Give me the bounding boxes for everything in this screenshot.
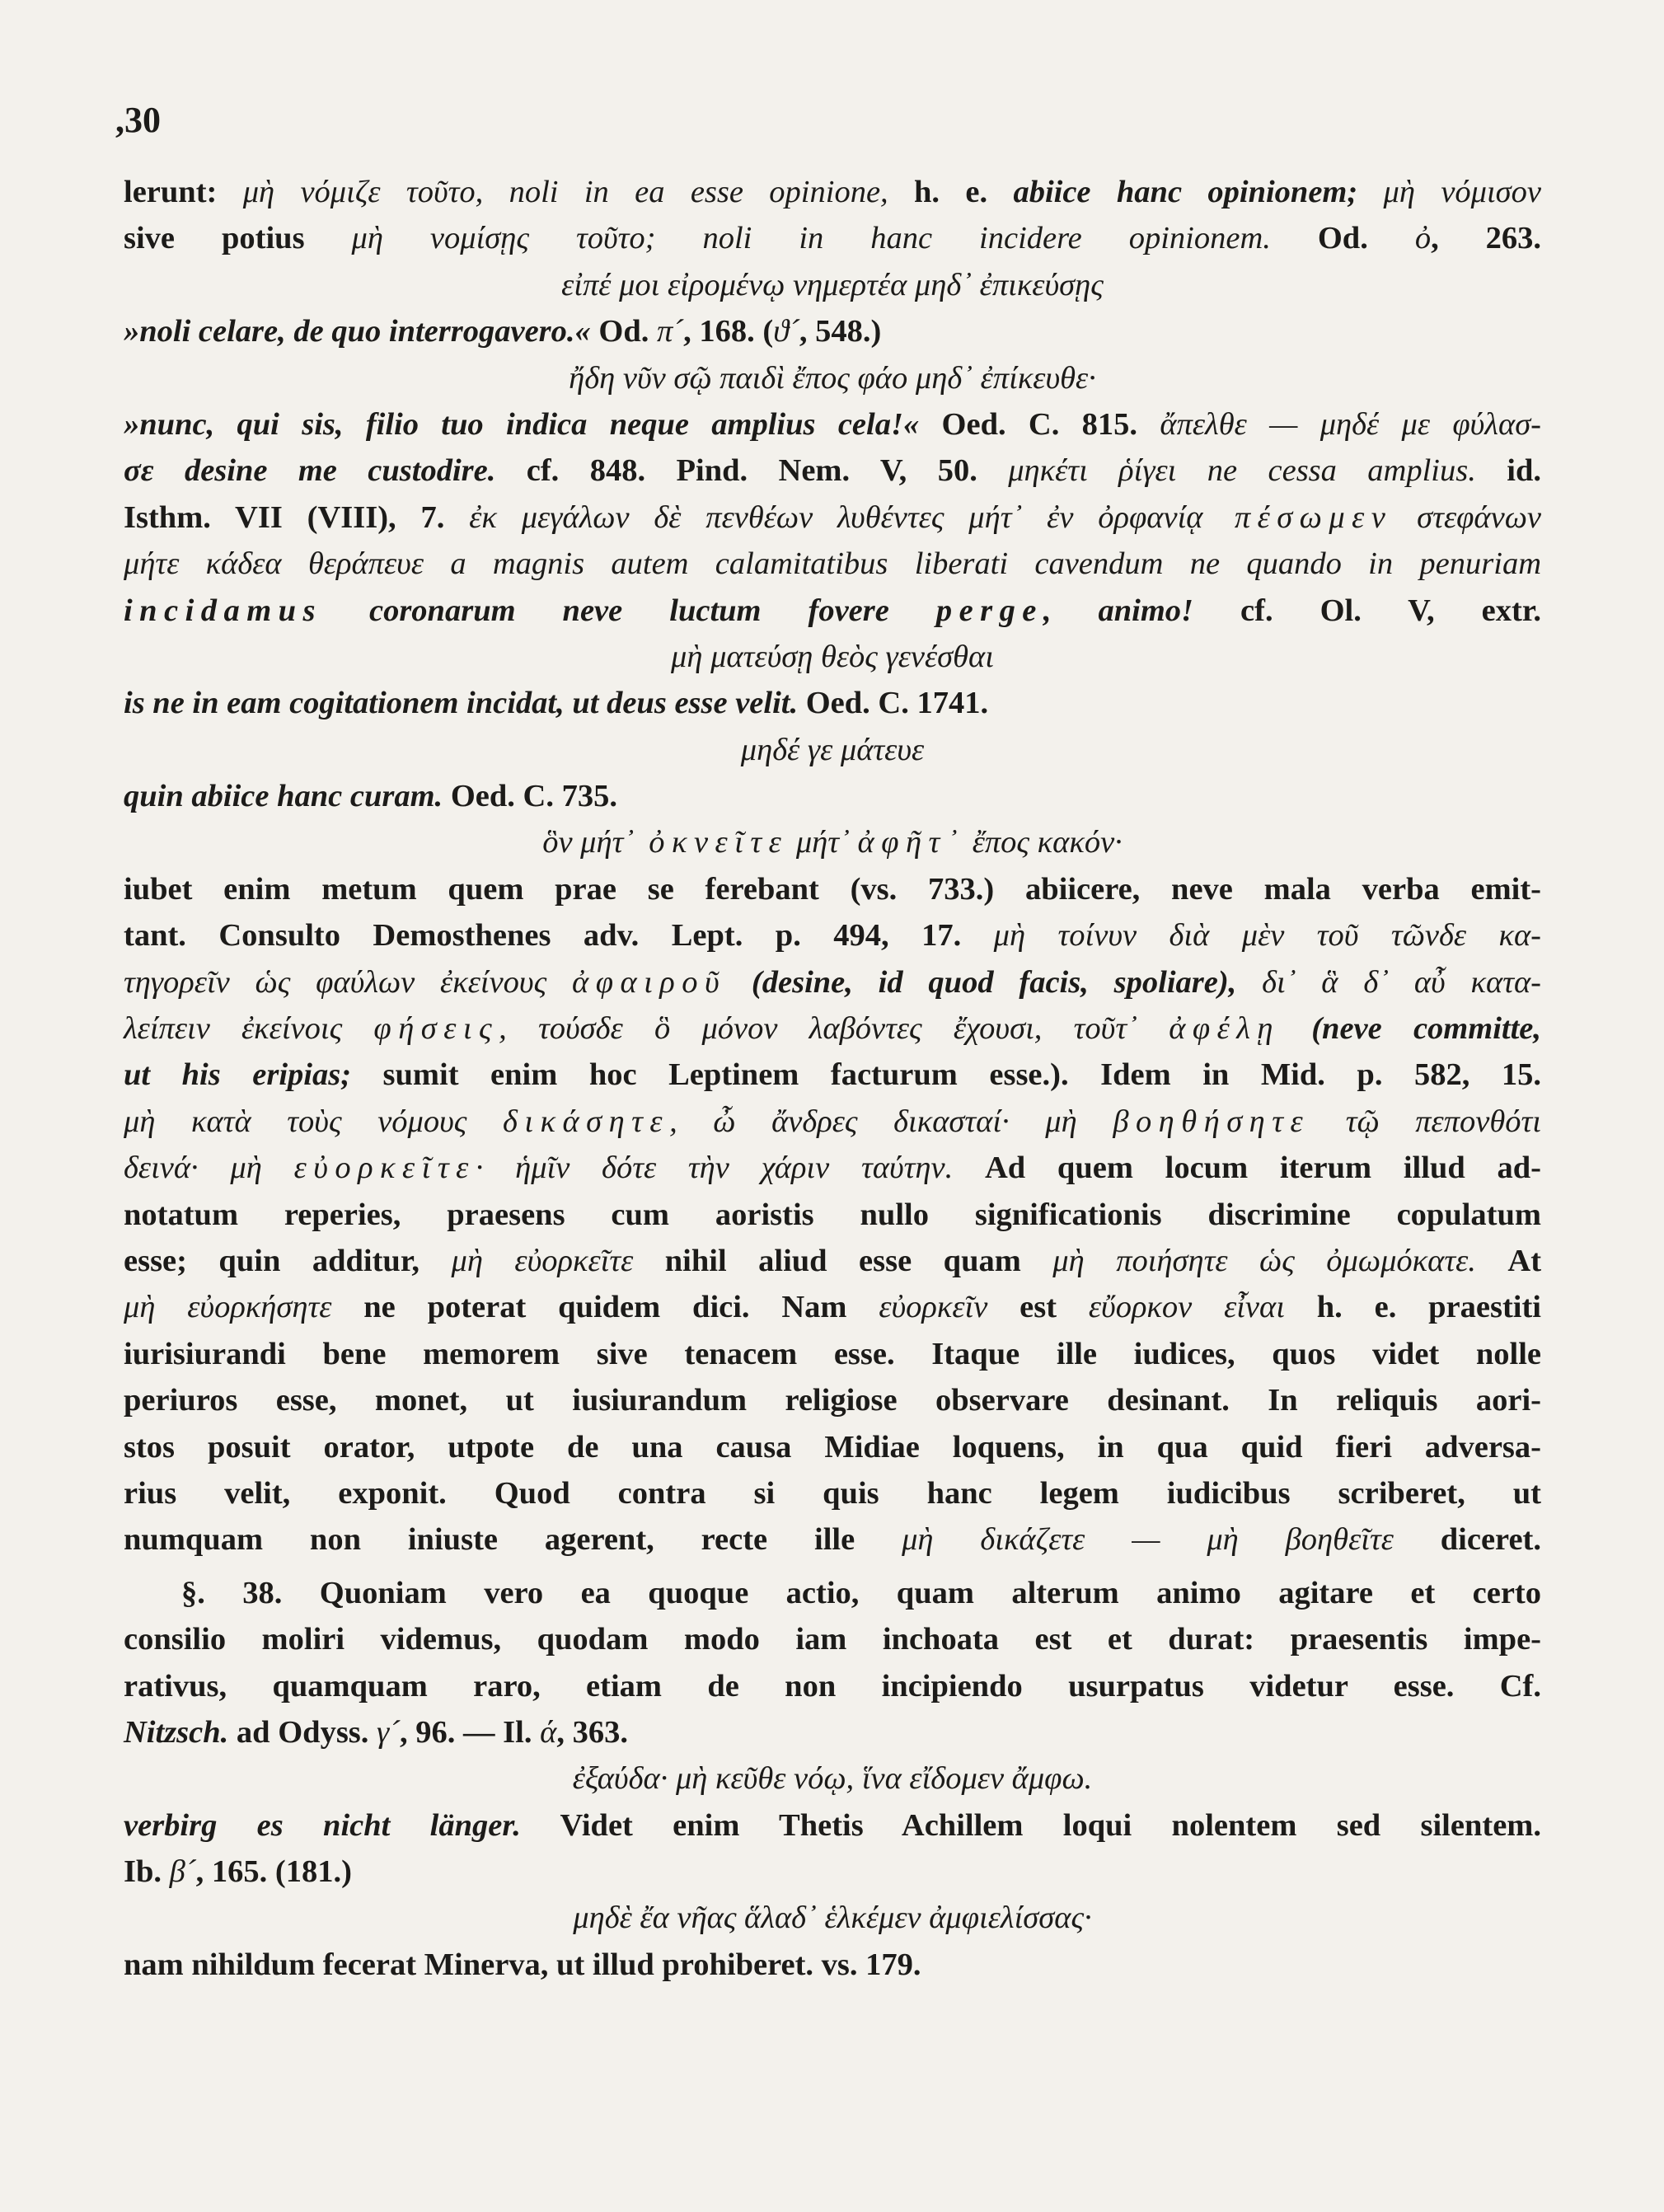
text-line — [124, 680, 1541, 726]
text-run: ὃν μήτ᾽ — [542, 825, 635, 860]
text-run: τηγορεῖν ὡς φαύλων ἐκείνους — [124, 964, 573, 1000]
text-line — [124, 588, 1541, 634]
text-run: δικάσητε — [503, 1104, 670, 1139]
text-run: rius velit, exponit. Quod contra si quis hanc legem iudicibus scriberet, ut — [124, 1475, 1541, 1511]
text-run: μὴ ματεύσῃ θεὸς γενέσθαι — [671, 639, 994, 674]
text-run: εὐορκεῖν — [879, 1290, 988, 1325]
text-line — [124, 634, 1541, 680]
text-run: Od. — [590, 314, 658, 349]
text-run: ad Odyss. — [228, 1714, 377, 1750]
page-number: ,30 — [115, 100, 161, 140]
text-line — [124, 959, 1541, 1005]
text-run: μὴ εὐορκεῖτε — [451, 1243, 634, 1278]
text-run: μὴ νομίσῃς τοῦτο; noli in hanc incidere opinionem. — [351, 221, 1271, 256]
text-run: ἐκ μεγάλων δὲ πενθέων λυθέντες μήτ᾽ ἐν ὀρφανίᾳ — [469, 499, 1203, 535]
text-run: π´ — [657, 314, 684, 349]
text-line — [124, 1470, 1541, 1516]
text-run: Oed. C. 1741. — [798, 686, 989, 721]
text-line — [124, 819, 1541, 865]
text-line — [124, 401, 1541, 448]
text-line — [124, 1377, 1541, 1423]
text-line — [124, 1516, 1541, 1563]
text-run: verbirg es nicht länger. — [124, 1807, 521, 1843]
text-run: λείπειν ἐκείνοις — [124, 1011, 374, 1047]
text-run: nam nihildum fecerat Minerva, ut illud prohiberet. vs. 179. — [124, 1947, 921, 1982]
text-run: , 263. — [1431, 221, 1542, 256]
text-run: diceret. — [1393, 1522, 1541, 1558]
text-run: μὴ νόμιζε τοῦτο, noli in ea esse opinione, — [242, 175, 888, 209]
text-run: γ´ — [377, 1714, 401, 1750]
text-line — [124, 912, 1541, 958]
text-line — [124, 1755, 1541, 1802]
text-line — [124, 1145, 1541, 1191]
text-run: est — [987, 1290, 1089, 1325]
text-line — [124, 215, 1541, 261]
text-line — [124, 866, 1541, 912]
text-run: abiice hanc opinionem; — [1013, 175, 1384, 209]
text-run: is ne in eam cogitationem incidat, ut deus esse velit. — [124, 686, 799, 721]
text-run: , 165. (181.) — [195, 1854, 352, 1890]
text-run: Videt enim Thetis Achillem loqui nolentem sed silentem. — [520, 1807, 1541, 1843]
text-run: lerunt: — [124, 175, 243, 209]
text-run: Od. — [1270, 221, 1415, 256]
text-run: , τούσδε ὃ μόνον λαβόντες ἔχουσι, τοῦτ᾽ — [499, 1011, 1169, 1047]
text-run: h. e. — [888, 175, 1014, 209]
text-run: ut his eripias; — [124, 1057, 352, 1093]
text-run: coronarum neve luctum fovere — [321, 593, 936, 628]
text-run: id. — [1475, 453, 1541, 489]
text-run: μὴ δικάζετε — μὴ βοηθεῖτε — [902, 1522, 1394, 1558]
text-run: εὔορκον εἶναι — [1088, 1290, 1285, 1325]
text-run: quin abiice hanc curam. — [124, 779, 443, 814]
text-run: At — [1475, 1243, 1542, 1278]
text-run: μηκέτι ῥίγει ne cessa amplius. — [1008, 453, 1476, 489]
text-run: Ib. — [124, 1854, 170, 1890]
text-run: μὴ ποιήσητε ὡς ὀμωμόκατε. — [1052, 1243, 1476, 1278]
text-run: ὀ — [1414, 221, 1432, 256]
text-line — [124, 494, 1541, 541]
text-run: consilio moliri videmus, quodam modo iam inchoata est et durat: praesentis impe- — [124, 1622, 1541, 1657]
text-run: periuros esse, monet, ut iusiurandum religiose observare desinant. In reliquis aori- — [124, 1383, 1541, 1418]
text-run: ϑ´ — [773, 314, 799, 349]
text-run: nihil aliud esse quam — [633, 1243, 1053, 1278]
text-run: β´ — [169, 1854, 196, 1890]
text-line — [124, 727, 1541, 773]
text-run: ά — [540, 1714, 557, 1750]
text-line — [124, 1005, 1541, 1052]
text-line — [124, 1284, 1541, 1330]
text-run: Oed. C. 815. — [919, 406, 1160, 442]
text-line — [124, 1238, 1541, 1284]
text-run: εἰπέ μοι εἰρομένῳ νημερτέα μηδ᾽ ἐπικεύσῃς — [561, 267, 1104, 302]
text-run: Nitzsch. — [124, 1714, 229, 1750]
text-line — [124, 308, 1541, 354]
text-run: notatum reperies, praesens cum aoristis nullo significationis discrimine copulatum — [124, 1197, 1541, 1232]
text-run: μὴ εὐορκήσητε — [124, 1290, 332, 1325]
text-line — [124, 1331, 1541, 1377]
text-run: δεινά· μὴ — [124, 1151, 294, 1186]
text-line — [124, 1192, 1541, 1238]
text-run: μὴ κατὰ τοὺς νόμους — [124, 1104, 503, 1139]
text-run: ἀφῆτ᾽ — [857, 825, 965, 860]
text-run: h. e. praestiti — [1284, 1290, 1541, 1325]
text-run: μήτε κάδεα θεράπευε a magnis autem calamitatibus liberati cavendum ne quando in penuriam — [124, 546, 1541, 582]
text-run: ἀφέλῃ — [1169, 1011, 1280, 1047]
text-run: sumit enim hoc Leptinem facturum esse.). Idem in Mid. p. 582, 15. — [351, 1057, 1541, 1093]
text-line — [124, 1099, 1541, 1145]
text-run: »nunc, qui sis, filio tuo indica neque amplius cela!« — [124, 406, 920, 442]
text-line — [124, 1802, 1541, 1849]
text-run: §. 38. Quoniam vero ea quoque actio, quam alterum animo agitare et certo — [181, 1575, 1541, 1610]
text-line — [124, 1709, 1541, 1755]
text-run: cf. 848. Pind. Nem. V, 50. — [495, 453, 1009, 489]
text-line — [124, 262, 1541, 308]
text-run: tant. Consulto Demosthenes adv. Lept. p. 494, 17. — [124, 918, 994, 954]
text-run: , 548.) — [799, 314, 882, 349]
text-line — [124, 1663, 1541, 1709]
text-run: iurisiurandi bene memorem sive tenacem esse. Itaque ille iudices, quos videt nolle — [124, 1336, 1541, 1371]
text-run: stos posuit orator, utpote de una causa Midiae loquens, in qua quid fieri adversa- — [124, 1429, 1541, 1465]
text-run: δι᾽ ἃ δ᾽ αὖ κατα- — [1236, 964, 1542, 1000]
text-run: , ὦ ἄνδρες δικασταί· μὴ — [669, 1104, 1113, 1139]
text-run: (desine, id quod facis, spoliare), — [726, 964, 1237, 1000]
text-run: (neve committe, — [1280, 1011, 1541, 1047]
text-line — [124, 541, 1541, 587]
text-line — [124, 1849, 1541, 1895]
text-line — [124, 169, 1541, 215]
text-run: cf. Ol. V, extr. — [1193, 593, 1541, 628]
text-run: τῷ πεπονθότι — [1310, 1104, 1541, 1139]
text-run: μὴ τοίνυν διὰ μὲν τοῦ τῶνδε κα- — [993, 918, 1541, 954]
text-run: ne poterat quidem dici. Nam — [331, 1290, 879, 1325]
text-run: rativus, quamquam raro, etiam de non incipiendo usurpatus videtur esse. Cf. — [124, 1668, 1541, 1704]
text-run: Ad quem locum iterum illud ad- — [953, 1151, 1541, 1186]
text-line — [124, 1942, 1541, 1988]
text-run: ὀκνεῖτε — [634, 825, 789, 860]
text-run: perge — [935, 593, 1043, 628]
text-run: μηδέ γε μάτευε — [740, 732, 925, 767]
text-run: μηδὲ ἔα νῆας ἅλαδ᾽ ἑλκέμεν ἀμφιελίσσας· — [573, 1900, 1092, 1936]
text-run: ἔπος κακόν· — [964, 825, 1123, 860]
text-run: · ἡμῖν δότε τὴν χάριν ταύτην. — [475, 1151, 954, 1186]
body-text — [124, 169, 1541, 1988]
text-run: ἐξαύδα· μὴ κεῦθε νόῳ, ἵνα εἴδομεν ἄμφω. — [572, 1761, 1093, 1797]
text-line — [124, 1895, 1541, 1941]
text-run: »noli celare, de quo interrogavero.« — [124, 314, 591, 349]
text-run: στεφάνων — [1392, 499, 1541, 535]
text-run: Isthm. VII (VIII), 7. — [124, 499, 470, 535]
text-run: iubet enim metum quem prae se ferebant (vs. 733.) abiicere, neve mala verba emit- — [124, 871, 1541, 907]
text-line — [124, 448, 1541, 494]
text-line — [124, 1570, 1541, 1616]
text-run: , 363. — [556, 1714, 628, 1750]
text-line — [124, 1424, 1541, 1470]
text-line — [124, 773, 1541, 819]
text-run: Oed. C. 735. — [443, 779, 617, 814]
text-run: esse; quin additur, — [124, 1243, 452, 1278]
text-run: , 168. ( — [683, 314, 774, 349]
text-run: ἤδη νῦν σῷ παιδὶ ἔπος φάο μηδ᾽ ἐπίκευθε· — [569, 360, 1096, 396]
text-run: ἄπελθε — μηδέ με φύλασ- — [1160, 406, 1541, 442]
text-run: numquam non iniuste agerent, recte ille — [124, 1522, 902, 1558]
text-run: εὐορκεῖτε — [293, 1151, 476, 1186]
text-run: πέσωμεν — [1202, 499, 1393, 535]
text-run: incidamus — [124, 593, 322, 628]
text-run: φήσεις — [373, 1011, 499, 1047]
text-run: ἀφαιροῦ — [572, 964, 727, 1000]
text-line — [124, 1616, 1541, 1662]
text-run: μὴ νόμισον — [1383, 175, 1541, 209]
text-run: , 96. — Il. — [400, 1714, 541, 1750]
text-line — [124, 355, 1541, 401]
text-run: , animo! — [1043, 593, 1194, 628]
text-run: βοηθήσητε — [1113, 1104, 1310, 1139]
text-run: sive potius — [124, 221, 352, 256]
text-line — [124, 1052, 1541, 1098]
text-run: μήτ᾽ — [788, 825, 858, 860]
text-run: σε desine me custodire. — [124, 453, 496, 489]
